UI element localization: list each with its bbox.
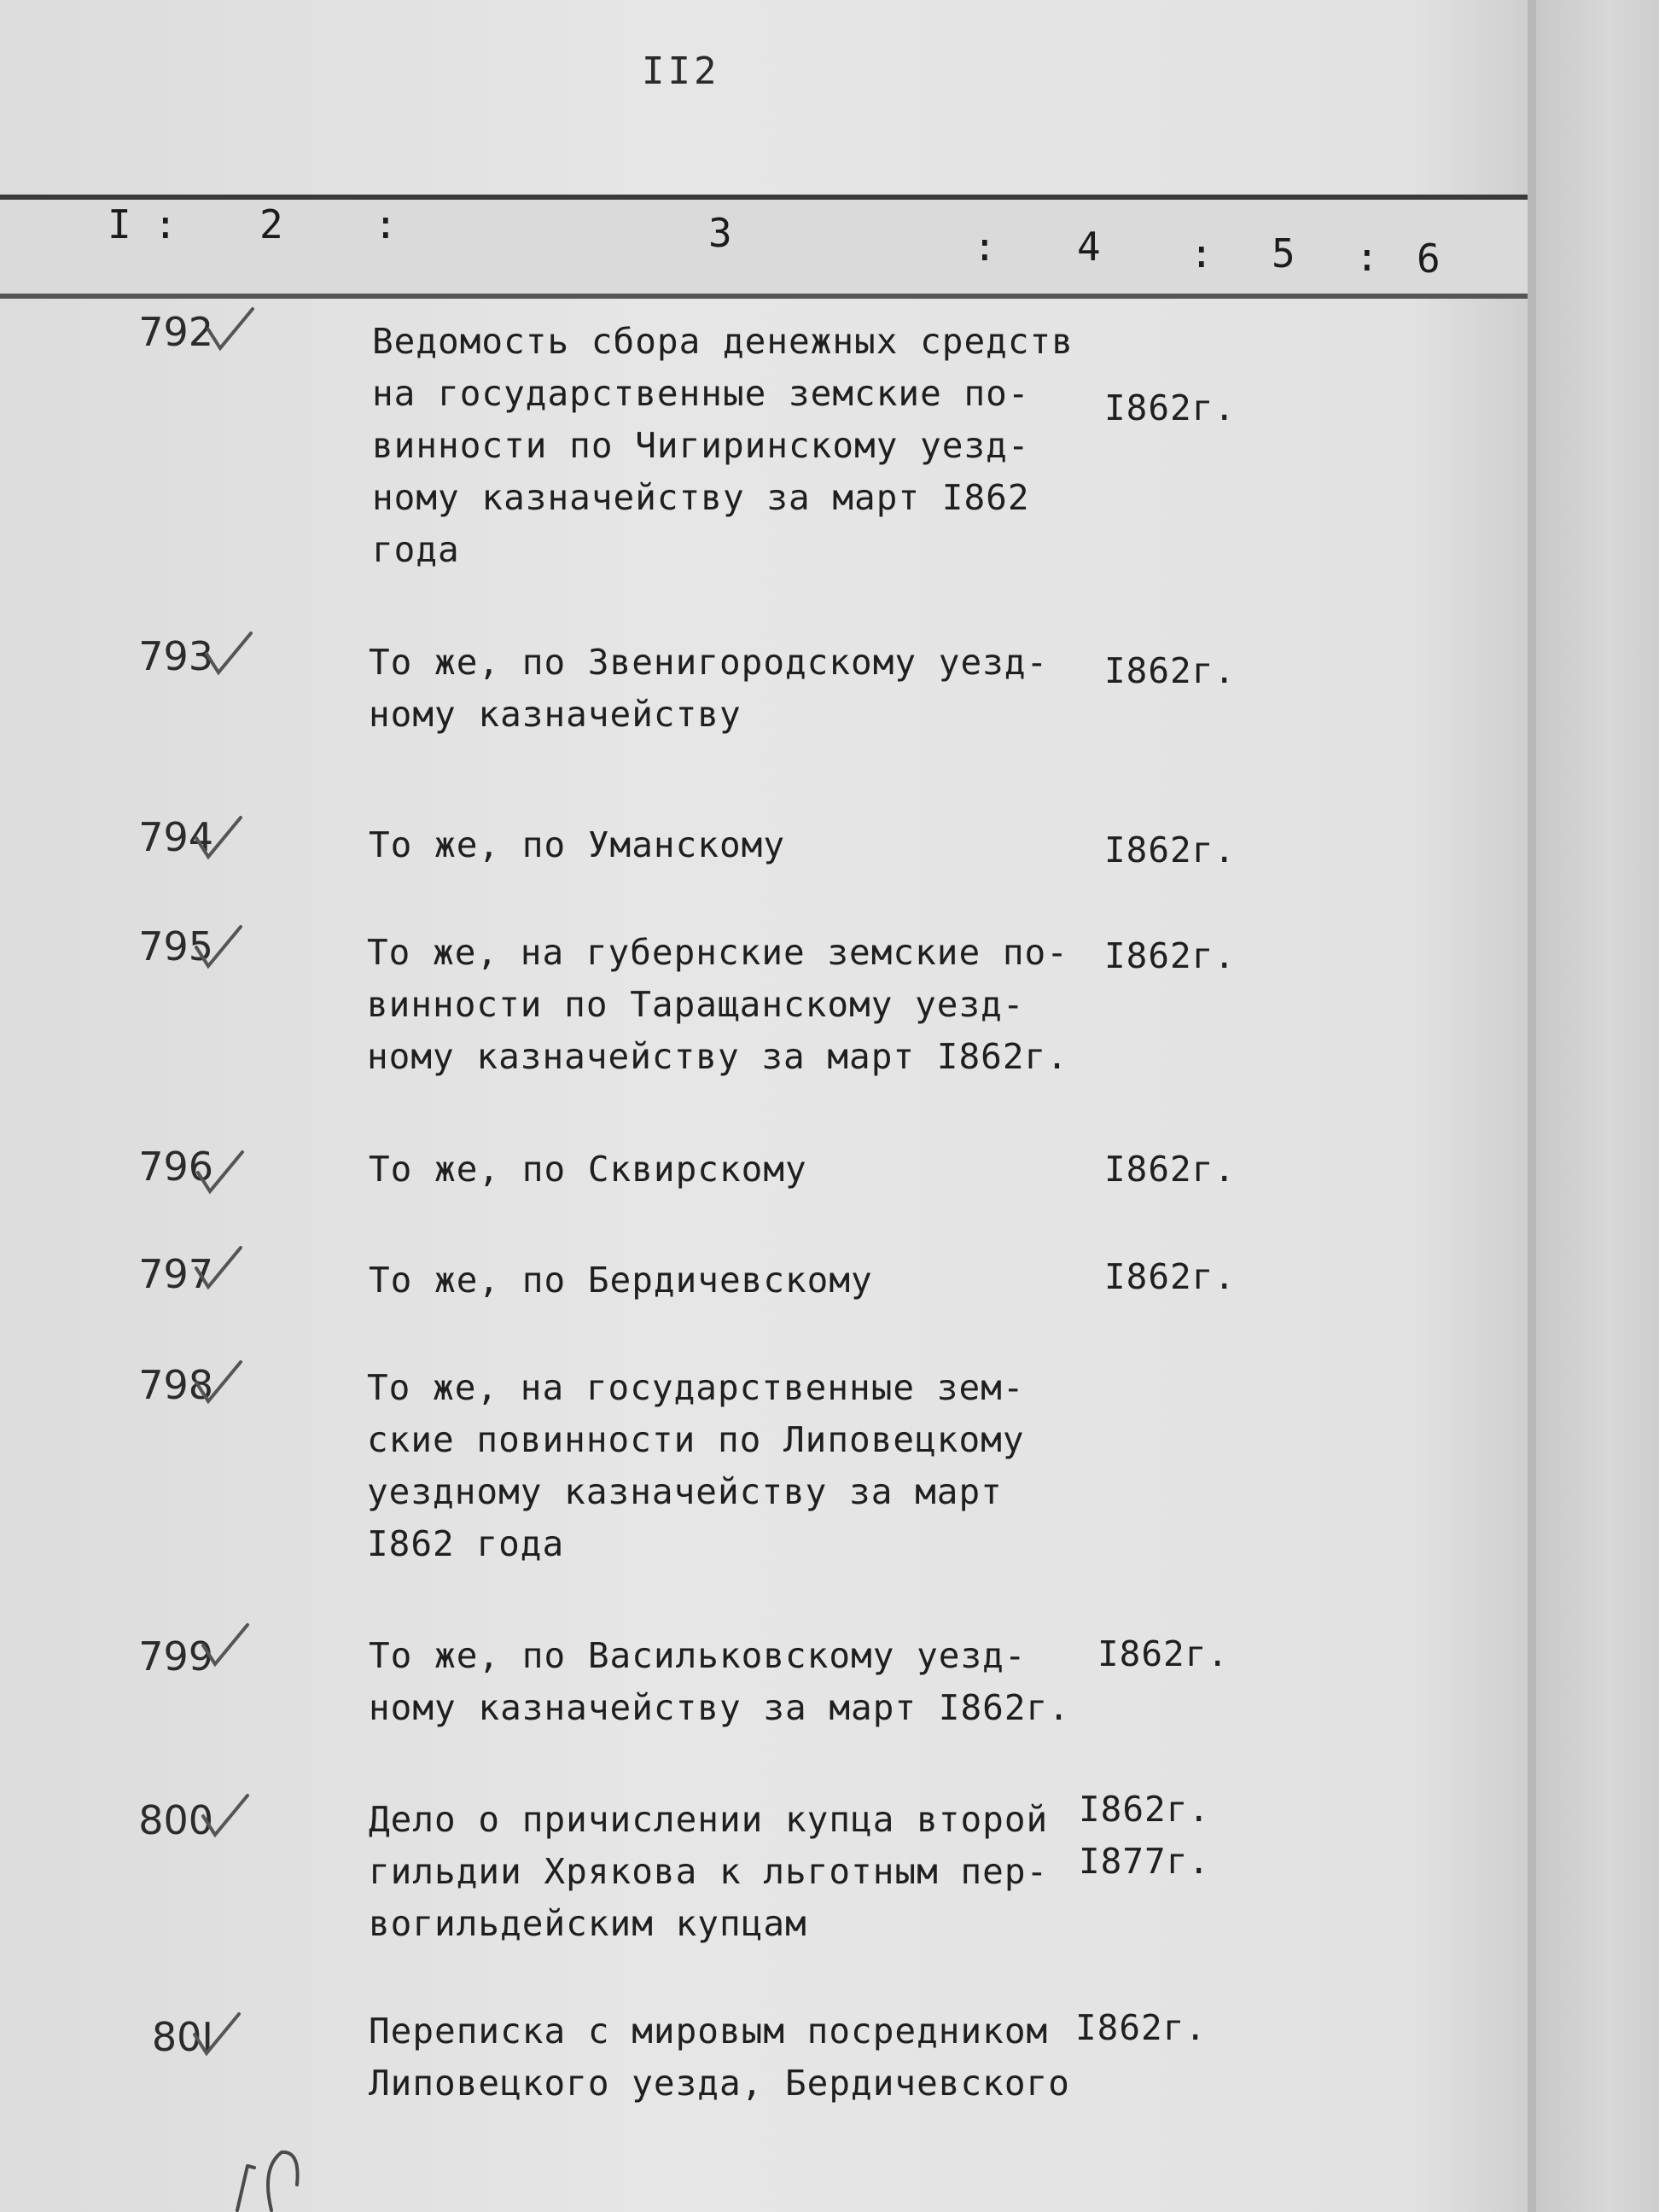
check-mark-icon <box>191 2009 242 2060</box>
row-number: 796 <box>138 1144 213 1190</box>
row-number: 797 <box>138 1251 213 1297</box>
row-number: 792 <box>138 309 213 355</box>
header-col-1: I <box>108 201 131 247</box>
row-description: То же, на государственные зем- ские повинности по Липовецкому уездному казначейству за март I862 года <box>367 1367 1025 1564</box>
row-date: I862г. <box>1104 935 1237 976</box>
header-separator: : <box>973 224 997 270</box>
row-description: То же, по Бердичевскому <box>369 1260 873 1301</box>
header-col-3: 3 <box>708 210 732 256</box>
row-description: То же, по Сквирскому <box>369 1149 807 1190</box>
header-col-4: 4 <box>1077 224 1101 270</box>
check-mark-icon <box>193 922 244 973</box>
row-date: I862г. <box>1104 650 1237 691</box>
row-description: Ведомость сбора денежных средств на государственные земские по- винности по Чигиринскому уезд- ному казначейству за март I862 года <box>372 321 1074 570</box>
header-col-6: 6 <box>1417 236 1441 282</box>
row-date: I862г. <box>1104 387 1237 428</box>
row-date: I862г. <box>1075 2007 1208 2048</box>
row-number: 800 <box>138 1797 213 1843</box>
header-separator: : <box>1355 234 1379 280</box>
header-col-5: 5 <box>1272 230 1295 276</box>
page-edge-shadow <box>1528 0 1536 2212</box>
check-mark-icon <box>200 1790 251 1842</box>
check-mark-icon <box>193 812 244 864</box>
row-date: I862г. <box>1104 1149 1237 1190</box>
check-mark-icon <box>203 628 254 679</box>
row-number: 794 <box>138 814 213 860</box>
column-header-band <box>0 195 1528 299</box>
header-separator: : <box>154 201 178 247</box>
row-number: 795 <box>138 923 213 969</box>
page-number: II2 <box>642 49 720 93</box>
row-date: I862г. <box>1104 1256 1237 1297</box>
row-description: То же, по Уманскому <box>369 824 785 865</box>
row-number: 793 <box>138 633 213 679</box>
underlying-sheet <box>1536 0 1659 2212</box>
row-description: То же, по Васильковскому уезд- ному казначейству за март I862г. <box>369 1635 1070 1728</box>
header-col-2: 2 <box>259 201 283 247</box>
header-separator: : <box>374 201 398 247</box>
row-number: 799 <box>138 1633 213 1679</box>
row-number: 80I <box>151 2014 213 2060</box>
row-description: Переписка с мировым посредником Липовецкого уезда, Бердичевского <box>369 2011 1070 2104</box>
row-date: I862г. <box>1097 1633 1230 1674</box>
check-mark-icon <box>200 1620 251 1671</box>
check-mark-icon <box>193 1243 244 1294</box>
check-mark-icon <box>205 304 256 355</box>
row-date: I862г. I877г. <box>1079 1789 1211 1882</box>
row-description: Дело о причислении купца второй гильдии Хрякова к льготным пер- вогильдейским купцам <box>369 1799 1049 1944</box>
handwritten-margin-mark <box>229 2133 306 2212</box>
row-number: 798 <box>138 1362 213 1408</box>
row-date: I862г. <box>1104 830 1237 870</box>
row-description: То же, по Звенигородскому уезд- ному казначейству <box>369 642 1049 735</box>
row-description: То же, на губернские земские по- винности по Таращанскому уезд- ному казначейству за март I862г. <box>367 932 1068 1077</box>
check-mark-icon <box>195 1147 246 1198</box>
check-mark-icon <box>193 1357 244 1408</box>
header-separator: : <box>1190 230 1214 276</box>
